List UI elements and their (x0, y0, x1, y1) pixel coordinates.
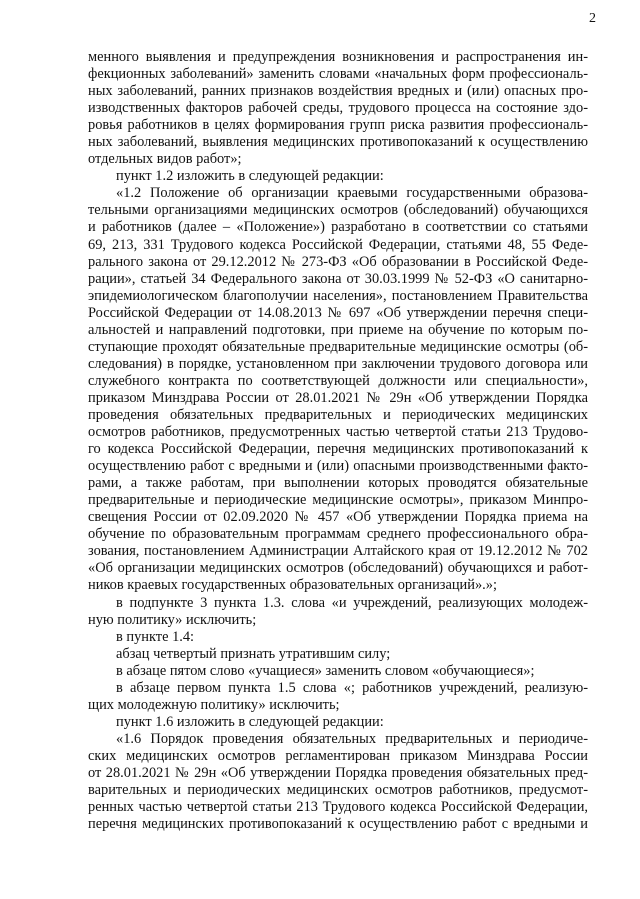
document-body (88, 49, 588, 833)
text-line: пункт 1.2 изложить в следующей редакции: (116, 168, 384, 185)
text-line: Российской Федерации от 14.08.2013 № 697 «Об утверждении перечня специ- (88, 304, 588, 321)
text-line: в пункте 1.4: (116, 628, 195, 645)
text-line: абзац четвертый признать утратившим силу; (116, 645, 391, 662)
text-line: фекционных заболеваний» заменить словами «начальных форм профессиональ- (88, 66, 588, 83)
text-line: ровья работников в целях формирования групп риска развития профессиональ- (88, 117, 588, 134)
text-line: обучение по образовательным программам среднего профессионального обра- (88, 526, 588, 543)
text-line: ступающие проходят обязательные предварительные медицинские осмотры (об- (88, 338, 588, 355)
text-line: в подпункте 3 пункта 1.3. слова «и учреждений, реализующих молодеж- (116, 594, 588, 611)
text-line: изводственных факторов рабочей среды, трудового процесса на состояние здо- (88, 100, 588, 117)
text-line: ренных частью четвертой статьи 213 Трудового кодекса Российской Федерации, (88, 799, 588, 816)
text-line: в абзаце первом пункта 1.5 слова «; работников учреждений, реализую- (116, 679, 588, 696)
text-line: перечня медицинских противопоказаний к осуществлению работ с вредными и (88, 816, 588, 833)
paragraph (88, 646, 588, 663)
text-line: в абзаце пятом слово «учащиеся» заменить словом «обучающиеся»; (116, 662, 535, 679)
text-line: «1.6 Порядок проведения обязательных предварительных и периодиче- (116, 730, 588, 747)
text-line: зования, постановлением Администрации Алтайского края от 19.12.2012 № 702 (88, 543, 588, 560)
text-line: осмотров работников, предусмотренных частью четвертой статьи 213 Трудово- (88, 424, 588, 441)
text-line: 69, 213, 331 Трудового кодекса Российской Федерации, статьями 48, 55 Феде- (88, 236, 588, 253)
paragraph (88, 595, 588, 629)
page-number: 2 (589, 11, 596, 26)
text-line: ских медицинских осмотров регламентирован приказом Минздрава России (88, 747, 588, 764)
text-line: варительных и периодических медицинских осмотров работников, предусмот- (88, 782, 588, 799)
text-line: менного выявления и предупреждения возникновения и распространения ин- (88, 49, 588, 65)
paragraph (88, 714, 588, 731)
text-line: рального закона от 29.12.2012 № 273-ФЗ «Об образовании в Российской Феде- (88, 253, 588, 270)
text-line: ников краевых государственных образовательных организаций».»; (88, 577, 497, 594)
text-line: го кодекса Российской Федерации, перечня медицинских противопоказаний к (88, 441, 588, 458)
text-line: свещения России от 02.09.2020 № 457 «Об утверждении Порядка приема на (88, 509, 588, 526)
text-line: рами, а также работам, при выполнении которых проводятся обязательные (88, 475, 588, 492)
text-line: проведения обязательных предварительных и периодических медицинских (88, 406, 588, 423)
paragraph (88, 731, 588, 833)
text-line: предварительные и периодические медицинские осмотры», приказом Минпро- (88, 492, 588, 509)
text-line: служебного контракта по соответствующей должности или специальности», (88, 372, 588, 389)
paragraph (88, 680, 588, 714)
text-line: ную политику» исключить; (88, 611, 257, 628)
paragraph (88, 49, 588, 168)
paragraph (88, 185, 588, 594)
text-line: тельными организациями медицинских осмотров (обследований) обучающихся (88, 202, 588, 219)
text-line: ных заболеваний, ранних признаков воздействия вредных и (или) опасных про- (88, 83, 588, 100)
paragraph (88, 629, 588, 646)
text-line: «Об организации медицинских осмотров (обследований) обучающихся и работ- (88, 560, 588, 577)
paragraph (88, 168, 588, 185)
text-line: рации», статьей 34 Федерального закона от 30.03.1999 № 52-ФЗ «О санитарно- (88, 270, 588, 287)
text-line: ных заболеваний, выявления медицинских противопоказаний к осуществлению (88, 134, 588, 151)
text-line: и работников (далее – «Положение») разработано в соответствии со статьями (88, 219, 588, 236)
text-line: «1.2 Положение об организации краевыми государственными образова- (116, 185, 588, 202)
text-line: пункт 1.6 изложить в следующей редакции: (116, 713, 384, 730)
text-line: альностей и направлений подготовки, при приеме на обучение по которым по- (88, 321, 588, 338)
text-line: от 28.01.2021 № 29н «Об утверждении Порядка проведения обязательных пред- (88, 764, 588, 781)
text-line: следования) в порядке, установленном при заключении трудового договора или (88, 355, 588, 372)
text-line: щих молодежную политику» исключить; (88, 696, 340, 713)
text-line: осуществлению работ с вредными и (или) опасными производственными факто- (88, 458, 588, 475)
text-line: приказом Минздрава России от 28.01.2021 № 29н «Об утверждении Порядка (88, 389, 588, 406)
paragraph (88, 663, 588, 680)
text-line: эпидемиологическом благополучии населения», постановлением Правительства (88, 287, 588, 304)
text-line: отдельных видов работ»; (88, 151, 242, 168)
